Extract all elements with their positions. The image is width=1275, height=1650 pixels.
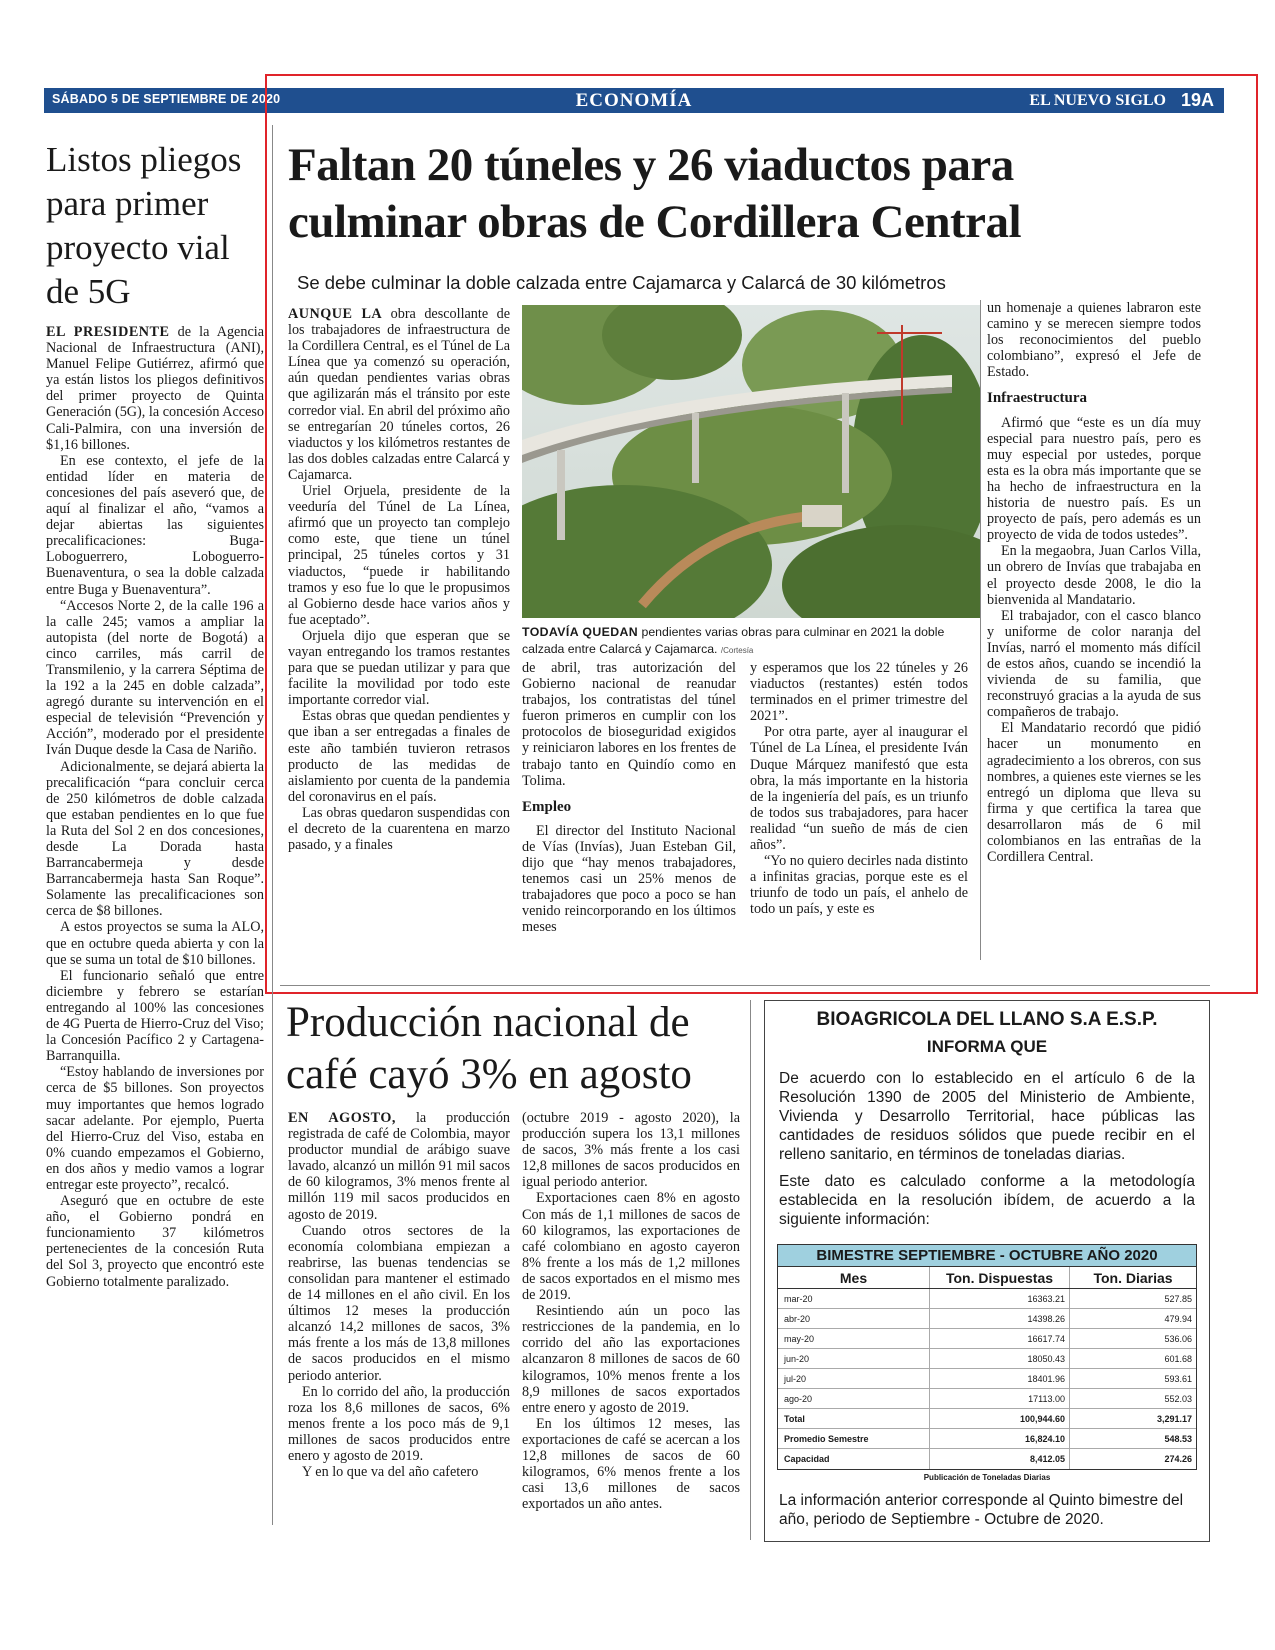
table-cell: Total [778, 1409, 930, 1428]
newspaper-name: EL NUEVO SIGLO [1029, 92, 1166, 109]
col-header: Ton. Dispuestas [930, 1267, 1070, 1288]
table-cell: 536.06 [1164, 1333, 1192, 1344]
left-article-body [46, 324, 264, 1290]
table-cell: jul-20 [778, 1369, 930, 1388]
table-cell: abr-20 [778, 1309, 930, 1328]
paragraph: Adicionalmente, se dejará abierta la precalificación “para concluir cerca de 250 kilómetros de doble calzada que estaban pendientes en lo que fue la Ruta del Sol 2 en dos concesiones, desde La Dorada hasta Barrancabermeja y desde Barrancabermeja hasta San Roque”. Solamente las precalificaciones son cerca de $8 billones. [46, 758, 264, 920]
paragraph: y esperamos que los 22 túneles y 26 viaductos (restantes) estén todos terminados en el primer trimestre del 2021”. [750, 660, 968, 725]
table-cell: may-20 [778, 1329, 930, 1348]
title-line: culminar obras de Cordillera Central [288, 196, 1022, 248]
caption-credit: /Cortesía [720, 646, 754, 655]
table-cell: 479.94 [1164, 1313, 1192, 1324]
table-cell: mar-20 [778, 1289, 930, 1308]
caption-lead: TODAVÍA QUEDAN [522, 625, 639, 639]
coffee-article-col-1 [288, 1110, 510, 1480]
paragraph: “Accesos Norte 2, de la calle 196 a la calle 245; vamos a ampliar la autopista (del norte de Bogotá) a cinco carriles, más carril de Transmilenio, y la carrera Séptima de la 192 a la 245 en doble calzada”, agregó durante su intervención en el especial de televisión “Prevención y Acción”, moderado por el presidente Iván Duque desde la Casa de Nariño. [46, 597, 264, 759]
publication-note: Publicación de Toneladas Diarias [923, 1473, 1051, 1482]
coffee-article-col-2 [522, 1110, 740, 1512]
table-cell: 16363.21 [930, 1289, 1070, 1308]
paragraph: El Mandatario recordó que pidió hacer un monumento en agradecimiento a los obreros, con sus nombres, a quienes este viernes se les entregó un diploma que lleva su firma y que certifica la tarea que desarrollaron más de 6 mil colombianos en las entrañas de la Cordillera Central. [987, 720, 1201, 866]
viaduct-illustration [522, 305, 980, 618]
table-cell: 548.53 [1164, 1433, 1192, 1444]
notice-subtitle: INFORMA QUE [926, 1037, 1048, 1056]
caption-text: pendientes varias obras para culminar en 2021 la doble calzada entre Calarcá y Cajamarca. [522, 625, 945, 656]
table-row [778, 1309, 1196, 1329]
table-cell: 18401.96 [930, 1369, 1070, 1388]
title-line: Producción nacional de [286, 999, 690, 1046]
coffee-article-title [286, 997, 726, 1101]
coffee-article-lead: EN AGOSTO, [288, 1110, 396, 1126]
paragraph: El funcionario señaló que entre diciembre y febrero se estarían entregando al 100% las concesiones de 4G Puerta de Hierro-Cruz del Viso; la Concesión Pacífico 2 y Cartagena-Barranquilla. [46, 967, 264, 1065]
column-divider [750, 1000, 751, 1540]
main-article-col-3 [750, 660, 968, 918]
waste-table [777, 1244, 1197, 1470]
table-cell: 593.61 [1164, 1373, 1192, 1384]
table-average-row [778, 1429, 1196, 1449]
paragraph: Cuando otros sectores de la economía colombiana empiezan a reabrirse, las buenas tendencias se consolidan para mantener el estimado de 14 millones en el año civil. En los últimos 12 meses la producción alcanzó 14,2 millones de sacos, 3% más frente a los más de 13,8 millones de sacos producidos en el mismo periodo anterior. [288, 1222, 510, 1384]
table-cell: 14398.26 [930, 1309, 1070, 1328]
paragraph: Exportaciones caen 8% en agosto Con más de 1,1 millones de sacos de 60 kilogramos, las exportaciones de café colombiano en agosto cayeron 8% frente a los más de 1,2 millones de sacos exportados en el mismo mes de 2019. [522, 1190, 740, 1304]
table-row [778, 1329, 1196, 1349]
table-cell: 16617.74 [930, 1329, 1070, 1348]
table-row [778, 1349, 1196, 1369]
notice-text-2: Este dato es calculado conforme a la metodología establecida en la resolución ibídem, de acuerdo a la siguiente información: [779, 1173, 1195, 1228]
table-row [778, 1369, 1196, 1389]
paragraph: Aseguró que en octubre de este año, el Gobierno pondrá en funcionamiento 37 kilómetros pertenecientes de la concesión Ruta del Sol 3, proyecto que encontró este Gobierno totalmente paralizado. [46, 1193, 264, 1290]
title-line: café cayó 3% en agosto [286, 1051, 692, 1098]
paragraph: Uriel Orjuela, presidente de la veeduría del Túnel de La Línea, afirmó que un proyecto tan complejo como este, que tiene un túnel principal, 25 túneles cortos y 31 viaductos, “puede ir habilitando tramos y eso fue lo que le propusimos al Gobierno desde hace varios años y fue aceptado”. [288, 483, 510, 628]
paragraph: En los últimos 12 meses, las exportaciones de café se acercan a los 12,8 millones de sacos de 60 kilogramos, 6% menos frente a los casi 13,6 millones de sacos exportados un año antes. [522, 1415, 740, 1513]
paragraph: la producción registrada de café de Colombia, mayor productor mundial de arábigo suave lavado, alcanzó un millón 91 mil sacos de 60 kilogramos, 3% menos frente al millón 119 mil sacos producidos en agosto de 2019. [288, 1110, 511, 1223]
paragraph: Y en lo que va del año cafetero [302, 1464, 479, 1481]
table-cell: 17113.00 [930, 1389, 1070, 1408]
table-cell: 18050.43 [930, 1349, 1070, 1368]
table-cell: 100,944.60 [930, 1409, 1070, 1428]
table-cell: 601.68 [1164, 1353, 1192, 1364]
paragraph: El trabajador, con el casco blanco y uniforme de color naranja del Invías, narró el momento más difícil de estos años, cuando se incendió la vivienda de su familia, que reconstruyó gracias a la ayuda de sus compañeros de trabajo. [987, 607, 1201, 721]
paragraph: El director del Instituto Nacional de Vías (Invías), Juan Esteban Gil, dijo que “hay menos trabajadores, tenemos casi un 25% menos de trabajadores que poco a poco se han venido reincorporando en los últimos meses [522, 822, 736, 936]
paragraph: A estos proyectos se suma la ALO, que en octubre queda abierta y con la que se suma un total de $10 billones. [46, 919, 264, 968]
notice-footnote: La información anterior corresponde al Quinto bimestre del año, periodo de Septiembre - Octubre de 2020. [779, 1492, 1184, 1528]
main-article-col-1 [288, 306, 510, 853]
main-article-subtitle: Se debe culminar la doble calzada entre Cajamarca y Calarcá de 30 kilómetros [297, 272, 946, 293]
left-article-lead: EL PRESIDENTE [46, 324, 170, 340]
paragraph: (octubre 2019 - agosto 2020), la producción supera los 13,1 millones de sacos, 3% más frente a los casi 12,8 millones de sacos producidos en igual periodo anterior. [522, 1110, 740, 1191]
table-cell: 552.03 [1164, 1393, 1192, 1404]
bioagricola-notice [764, 1000, 1210, 1542]
issue-date: SÁBADO 5 DE SEPTIEMBRE DE 2020 [52, 92, 281, 106]
column-divider [980, 300, 981, 960]
paragraph: Las obras quedaron suspendidas con el decreto de la cuarentena en marzo pasado, y a finales [288, 804, 510, 854]
table-cell: Promedio Semestre [778, 1429, 930, 1448]
paragraph: “Estoy hablando de inversiones por cerca de $5 billones. Son proyectos muy importantes que hemos logrado sacar adelante. Por ejemplo, Puerta del Hierro-Cruz del Viso, estaba en 0% cuando empezamos el Gobierno, en dos años y medio vamos a lograr entregar este proyecto”, recalcó. [46, 1064, 264, 1193]
table-cell: 8,412.05 [930, 1449, 1070, 1469]
column-divider [272, 125, 273, 1525]
table-cell: 274.26 [1164, 1454, 1192, 1464]
page-number: 19A [1180, 90, 1214, 110]
paragraph: Resintiendo aún un poco las restricciones de la pandemia, en lo corrido del año las exportaciones alcanzaron 8 millones de sacos de 60 kilogramos, 10% menos frente a los 8,9 millones de sacos exportados entre enero y agosto de 2019. [522, 1303, 740, 1416]
main-article-lead: AUNQUE LA [288, 306, 383, 322]
table-header-row [778, 1267, 1196, 1289]
section-divider [280, 985, 1210, 986]
paragraph: Estas obras que quedan pendientes y que iban a ser entregadas a finales de este año también tuvieron retrasos producto de las medidas de aislamiento por cuenta de la pandemia del coronavirus en el país. [288, 708, 510, 805]
table-row [778, 1389, 1196, 1409]
table-capacity-row [778, 1449, 1196, 1469]
main-article-col-4 [987, 300, 1201, 865]
paragraph: Por otra parte, ayer al inaugurar el Túnel de La Línea, el presidente Iván Duque Márquez manifestó que esta obra, la más importante en la historia de la ingeniería del país, es un triunfo de todos sus trabajadores, para hacer realidad “un sueño de más de cien años”. [750, 724, 968, 854]
paragraph: de la Agencia Nacional de Infraestructura (ANI), Manuel Felipe Gutiérrez, afirmó que ya están listos los pliegos definitivos del primer proyecto de Quinta Generación (5G), la concesión Acceso Cali-Palmira, con una inversión de $1,16 billones. [46, 324, 264, 453]
table-cell: Capacidad [778, 1449, 930, 1469]
paragraph: En ese contexto, el jefe de la entidad líder en materia de concesiones del país aseveró que, de aquí al finalizar el año, “vamos a dejar abiertas las siguientes precalificaciones: Buga-Loboguerrero, Loboguerro-Buenaventura, o sea la doble calzada entre Buga y Buenaventura”. [46, 452, 264, 598]
paragraph: En la megaobra, Juan Carlos Villa, un obrero de Invías que trabajaba en el proyecto desde 2008, le dio la bienvenida al Mandatario. [987, 543, 1201, 608]
table-row [778, 1289, 1196, 1309]
col-header: Ton. Diarias [1093, 1269, 1173, 1286]
paragraph: Afirmó que “este es un día muy especial para nuestro país, pero es muy especial por ustedes, porque esta es la obra más importante que se ha hecho de infraestructura en la historia de nuestro país. Es un proyecto de país, pero además es un proyecto de vida de todos ustedes”. [987, 414, 1201, 544]
paragraph: obra descollante de los trabajadores de infraestructura de la Cordillera Central, es el Túnel de La Línea que ya comenzó su operación, aún quedan pendientes varias obras que agilizarán más el tránsito por este corredor vial. En abril del próximo año se entregarían 20 túneles cortos, 26 viaductos y los kilómetros restantes de las dos dobles calzadas entre Calarcá y Cajamarca. [288, 306, 510, 483]
notice-title: BIOAGRICOLA DEL LLANO S.A E.S.P. [816, 1009, 1158, 1030]
table-cell: jun-20 [778, 1349, 930, 1368]
main-article-col-2 [522, 660, 736, 936]
paragraph: “Yo no quiero decirles nada distinto a infinitas gracias, porque este es el triunfo de todo un país, el anhelo de todo un país, y este es [750, 853, 968, 918]
subhead-infraestructura: Infraestructura [987, 390, 1087, 407]
table-total-row [778, 1409, 1196, 1429]
table-cell: 16,824.10 [930, 1429, 1070, 1448]
left-article [46, 138, 264, 1290]
viaduct-photo [522, 305, 980, 618]
paragraph: Orjuela dijo que esperan que se vayan entregando los tramos restantes para que se puedan utilizar y para que facilite la movilidad por todo este importante corredor vial. [288, 627, 510, 709]
paragraph: de abril, tras autorización del Gobierno nacional de reanudar trabajos, los contratistas del túnel fueron primeros en cumplir con los protocolos de bioseguridad exigidos y reiniciaron labores en los frentes de trabajo tanto en Quindío como en Tolima. [522, 660, 736, 789]
page-header-bar [44, 88, 1224, 113]
left-article-title: Listos pliegos para primer proyecto vial de 5G [46, 140, 242, 311]
photo-caption [522, 624, 980, 659]
paragraph: un homenaje a quienes labraron este camino y se merecen siempre todos los reconocimientos del pueblo colombiano”, expresó el Jefe de Estado. [987, 300, 1201, 381]
col-header: Mes [778, 1267, 930, 1288]
table-cell: ago-20 [778, 1389, 930, 1408]
paragraph: En lo corrido del año, la producción roza los 8,6 millones de sacos, 6% menos frente a los poco más de 9,1 millones de sacos producidos entre enero y agosto de 2019. [288, 1383, 510, 1464]
notice-text-1: De acuerdo con lo establecido en el artículo 6 de la Resolución 1390 de 2005 del Ministerio de Ambiente, Vivienda y Desarrollo Territorial, hace públicas las cantidades de residuos sólidos que puede recibir en el relleno sanitario, en términos de toneladas diarias. [779, 1070, 1195, 1163]
table-cell: 3,291.17 [1156, 1413, 1192, 1424]
main-article-title [288, 137, 1188, 251]
title-line: Faltan 20 túneles y 26 viaductos para [288, 139, 1014, 191]
table-cell: 527.85 [1164, 1293, 1192, 1304]
section-title: ECONOMÍA [575, 90, 693, 111]
subhead-empleo: Empleo [522, 798, 572, 815]
table-title: BIMESTRE SEPTIEMBRE - OCTUBRE AÑO 2020 [778, 1245, 1196, 1267]
